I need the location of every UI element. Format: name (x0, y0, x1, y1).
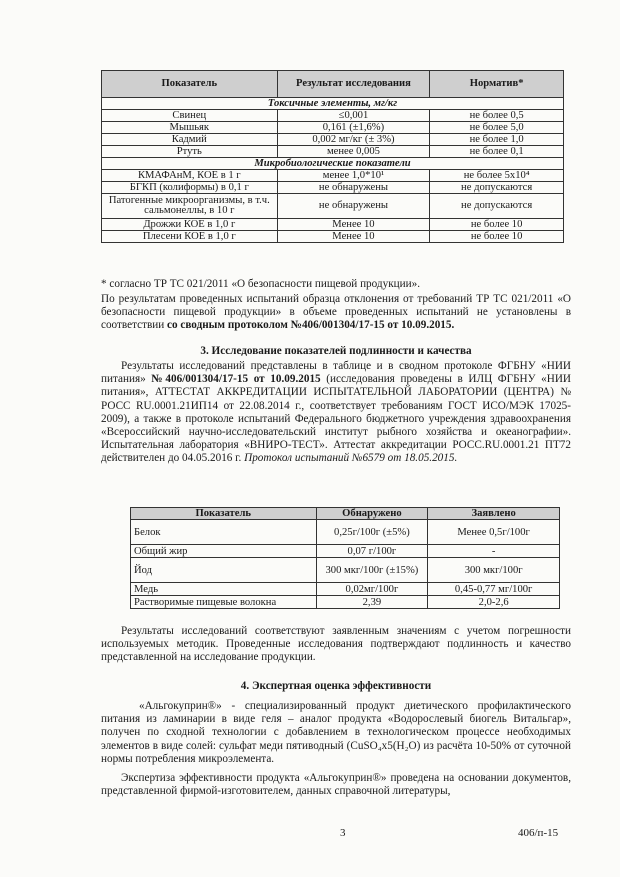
table-row (131, 520, 560, 545)
column-header: Норматив* (430, 71, 564, 98)
table-row (102, 134, 564, 146)
table-row (131, 596, 560, 609)
text: Результаты исследований представлены в таблице и в сводном протоколе ФГБНУ «НИИ питания» (101, 360, 571, 386)
table-header-row (102, 71, 564, 98)
cell: КМАФАнМ, КОЕ в 1 г (102, 170, 278, 182)
column-header: Показатель (102, 71, 278, 98)
cell: менее 0,005 (277, 146, 430, 158)
column-header: Показатель (131, 508, 317, 520)
cell: Патогенные микроорганизмы, в т.ч. сальмонеллы, в 10 г (102, 194, 278, 219)
column-header: Заявлено (428, 508, 560, 520)
text: По результатам проведенных испытаний образца отклонения от требований ТР ТС 021/2011 «О безопасности пищевой продукции» в объеме проведенных испытаний не установлены в соответствии (101, 293, 571, 332)
cell: не более 10 (430, 219, 564, 231)
cell: Дрожжи КОЕ в 1,0 г (102, 219, 278, 231)
cell: Мышьяк (102, 122, 278, 134)
cell: 0,07 г/100г (316, 545, 428, 558)
cell: Общий жир (131, 545, 317, 558)
table-header-row (131, 508, 560, 520)
protocol-ref: №406/001304/17-15 от 10.09.2015 (151, 373, 321, 386)
cell: Йод (131, 558, 317, 583)
research-paragraph (101, 360, 571, 466)
cell: - (428, 545, 560, 558)
table-row (102, 231, 564, 243)
cell: БГКП (колиформы) в 0,1 г (102, 182, 278, 194)
table-row (131, 558, 560, 583)
section-row-micro: Микробиологические показатели (102, 158, 564, 170)
cell: Растворимые пищевые волокна (131, 596, 317, 609)
document-code: 406/п-15 (518, 827, 559, 839)
column-header: Результат исследования (277, 71, 430, 98)
expertise-paragraph: Экспертиза эффективности продукта «Альгокуприн®» проведена на основании документов, представленной фирмой-изготовителем, данных справочной литературы, (101, 772, 571, 798)
table-row (102, 146, 564, 158)
table-row (102, 122, 564, 134)
cell: не более 0,5 (430, 110, 564, 122)
cell: не обнаружены (277, 182, 430, 194)
cell: 300 мкг/100г (±15%) (316, 558, 428, 583)
safety-table (101, 70, 564, 243)
cell: Менее 10 (277, 219, 430, 231)
table-row (102, 219, 564, 231)
cell: не обнаружены (277, 194, 430, 219)
cell: Плесени КОЕ в 1,0 г (102, 231, 278, 243)
cell: Белок (131, 520, 317, 545)
cell: не более 1,0 (430, 134, 564, 146)
cell: 300 мкг/100г (428, 558, 560, 583)
table-row (131, 545, 560, 558)
conclusion-paragraph (101, 293, 571, 333)
cell: Свинец (102, 110, 278, 122)
cell: Кадмий (102, 134, 278, 146)
cell: 0,002 мг/кг (± 3%) (277, 134, 430, 146)
section-3-heading: 3. Исследование показателей подлинности и качества (200, 345, 472, 357)
table-row (102, 182, 564, 194)
cell: менее 1,0*10¹ (277, 170, 430, 182)
column-header: Обнаружено (316, 508, 428, 520)
cell: не более 0,1 (430, 146, 564, 158)
table-row (131, 583, 560, 596)
product-paragraph: «Альгокуприн®» - специализированный продукт диетического профилактического питания из ламинарии в виде геля – аналог продукта «Водорослевый биогель Витальгар», получен по сходной технологии с добавлением в технологическом процессе необходимых элементов в виде солей: сульфат меди пятиводный (CuSO₄x5(H₂O) из расчёта 10-50% от суточной нормы потребления микроэлемента. (101, 700, 571, 765)
section-row-toxic: Токсичные элементы, мг/кг (102, 98, 564, 110)
cell: Ртуть (102, 146, 278, 158)
cell: не допускаются (430, 182, 564, 194)
cell: Менее 0,5г/100г (428, 520, 560, 545)
table-row (102, 110, 564, 122)
cell: 2,39 (316, 596, 428, 609)
cell: Менее 10 (277, 231, 430, 243)
section-4-heading: 4. Экспертная оценка эффективности (240, 680, 432, 692)
footnote: * согласно ТР ТС 021/2011 «О безопасности пищевой продукции». (101, 278, 420, 290)
page-number: 3 (340, 827, 346, 839)
cell: 2,0-2,6 (428, 596, 560, 609)
cell: 0,02мг/100г (316, 583, 428, 596)
cell: не более 10 (430, 231, 564, 243)
cell: 0,25г/100г (±5%) (316, 520, 428, 545)
quality-table (130, 507, 560, 609)
cell: не более 5,0 (430, 122, 564, 134)
cell: не более 5x10⁴ (430, 170, 564, 182)
cell: не допускаются (430, 194, 564, 219)
cell: 0,45-0,77 мг/100г (428, 583, 560, 596)
cell: Медь (131, 583, 317, 596)
cell: 0,161 (±1,6%) (277, 122, 430, 134)
table-row (102, 194, 564, 219)
results-paragraph: Результаты исследований соответствуют заявленным значениям с учетом погрешности используемых методик. Проведенные исследования подтверждают подлинность и качество представленной на исследование продукции. (101, 625, 571, 664)
table-row (102, 170, 564, 182)
protocol-ref: со сводным протоколом №406/001304/17-15 от 10.09.2015. (167, 319, 455, 332)
text: (исследования проведены в ИЛЦ ФГБНУ «НИИ питания», АТТЕСТАТ АККРЕДИТАЦИИ ИСПЫТАТЕЛЬНОЙ ЛАБОРАТОРИИ (ЦЕНТРА) № РОСС RU.0001.21ИП14 от 22.08.2014 г., соответствует требованиям ГОСТ ИСО/МЭК 17025-2009), а также в протоколе испытаний Федерального бюджетного учреждения здравоохранения «Всероссийский научно-исследовательский институт рыбного хозяйства и океанографии». Испытательная лаборатория «ВНИРО-ТЕСТ». Аттестат аккредитации РОСС.RU.0001.21 ПТ72 действителен до 04.05.2016 г. (101, 373, 571, 465)
protocol-ref: Протокол испытаний №6579 от 18.05.2015. (244, 452, 458, 465)
cell: ≤0,001 (277, 110, 430, 122)
